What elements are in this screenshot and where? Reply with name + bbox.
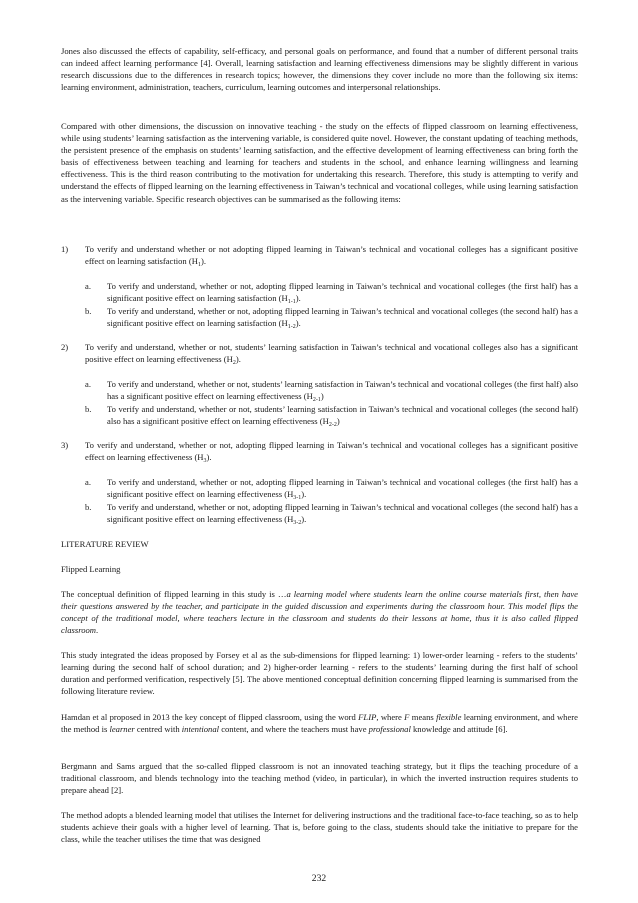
sub-text: To verify and understand, whether or not, adopting flipped learning in Taiwan’s technical and vocational colleges (the first half) has a significant positive effect on learning satisfaction $(H_{1-1})$. (107, 281, 578, 306)
sub-label: b. (85, 502, 92, 512)
paragraph-method: The method adopts a blended learning model that utilises the Internet for delivering instructions and the traditional face-to-face teaching, so as to help students achieve their goals with a higher level of learning. That is, before going to the class, students should take the initiative to prepare for the class, while the teacher utilises the time that was designed (61, 810, 578, 845)
sub-label: b. (85, 306, 92, 316)
subsection-heading: Flipped Learning (61, 564, 121, 574)
objective-text: To verify and understand, whether or not, students’ learning satisfaction in Taiwan’s technical and vocational colleges also has a significant positive effect on learning effectiveness $(H_2)$. (85, 342, 578, 367)
section-heading: LITERATURE REVIEW (61, 539, 149, 549)
sub-label: a. (85, 379, 91, 389)
sub-label: b. (85, 404, 92, 414)
paragraph-jones: Jones also discussed the effects of capability, self-efficacy, and personal goals on performance, and found that a number of different personal traits can indeed affect learning performance [4]. Overall, learning satisfaction and learning effectiveness dimensions may be slightly different in various research discussions due to the differences in research topics; however, the dimensions they cover include no more than the following six items: learning environment, administration, teachers, curriculum, learning outcomes and interpersonal relationships. (61, 46, 578, 93)
objective-number: 2) (61, 342, 69, 352)
sub-text: To verify and understand, whether or not, students’ learning satisfaction in Taiwan’s technical and vocational colleges (the second half) also has a significant positive effect on learning effectiveness $(H_{2-2})$ (107, 404, 578, 429)
paragraph-forsey: This study integrated the ideas proposed by Forsey et al as the sub-dimensions for flipped learning: 1) lower-order learning - refers to the students’ learning during the second half of school duration; and 2) higher-order learning - refers to the students’ learning during the first half of school duration and performed verification, respectively [5]. The above mentioned conceptual definition concerning flipped learning is summarised from the following literature review. (61, 650, 578, 697)
objective-number: 3) (61, 440, 69, 450)
paragraph-bergmann: Bergmann and Sams argued that the so-called flipped classroom is not an innovated teaching strategy, but it flips the teaching procedure of a traditional classroom, and blends technology into the teaching method (video, in particular), in which the inverted instruction requires students to prepare ahead [2]. (61, 761, 578, 796)
paragraph-hamdan: Hamdan et al proposed in 2013 the key concept of flipped classroom, using the word FLIP, where F means flexible learning environment, and where the method is learner centred with intentional content, and where the teachers must have professional knowledge and attitude [6]. (61, 712, 578, 735)
objective-number: 1) (61, 244, 69, 254)
sub-text: To verify and understand, whether or not, adopting flipped learning in Taiwan’s technical and vocational colleges (the second half) has a significant positive effect on learning effectiveness $(H_{3-2})$. (107, 502, 578, 527)
sub-text: To verify and understand, whether or not, adopting flipped learning in Taiwan’s technical and vocational colleges (the first half) has a significant positive effect on learning effectiveness $(H_{3-1})$. (107, 477, 578, 502)
objective-text: To verify and understand whether or not adopting flipped learning in Taiwan’s technical and vocational colleges has a significant positive effect on learning satisfaction $(H_1)$. (85, 244, 578, 269)
paragraph-definition: The conceptual definition of flipped learning in this study is …a learning model where students learn the online course materials first, then have their questions answered by the teacher, and participate in the guided discussion and experiments during the classroom hour. This model flips the concept of the traditional model, where teachers lecture in the classroom and students do their lessons at home, thus it is also called flipped classroom. (61, 589, 578, 636)
sub-text: To verify and understand, whether or not, students’ learning satisfaction in Taiwan’s technical and vocational colleges (the first half) also has a significant positive effect on learning effectiveness $(H_{2-1})$ (107, 379, 578, 404)
sub-label: a. (85, 281, 91, 291)
paragraph-compared: Compared with other dimensions, the discussion on innovative teaching - the study on the effects of flipped classroom on learning effectiveness, while using students’ learning satisfaction as the intervening variable, is considered quite novel. However, the constant updating of teaching methods, the persistent presence of the emphasis on students’ learning satisfaction, and the effective development of learning effectiveness can bring forth the basis of effectiveness between teaching and learning for teachers and students in the school, and enhance learning willingness and learning effectiveness. This is the third reason contributing to the motivation for undertaking this research. Therefore, this study is attempting to verify and understand the effects of flipped learning on the learning effectiveness in Taiwan’s technical and vocational colleges, while using learning satisfaction as the intervening variable. Specific research objectives can be summarised as the following items: (61, 121, 578, 204)
sub-text: To verify and understand, whether or not, adopting flipped learning in Taiwan’s technical and vocational colleges (the second half) has a significant positive effect on learning satisfaction $(H_{1-2})$. (107, 306, 578, 331)
page-number: 232 (311, 873, 327, 884)
sub-label: a. (85, 477, 91, 487)
objective-text: To verify and understand, whether or not, adopting flipped learning in Taiwan’s technical and vocational colleges has a significant positive effect on learning effectiveness $(H_3)$. (85, 440, 578, 465)
